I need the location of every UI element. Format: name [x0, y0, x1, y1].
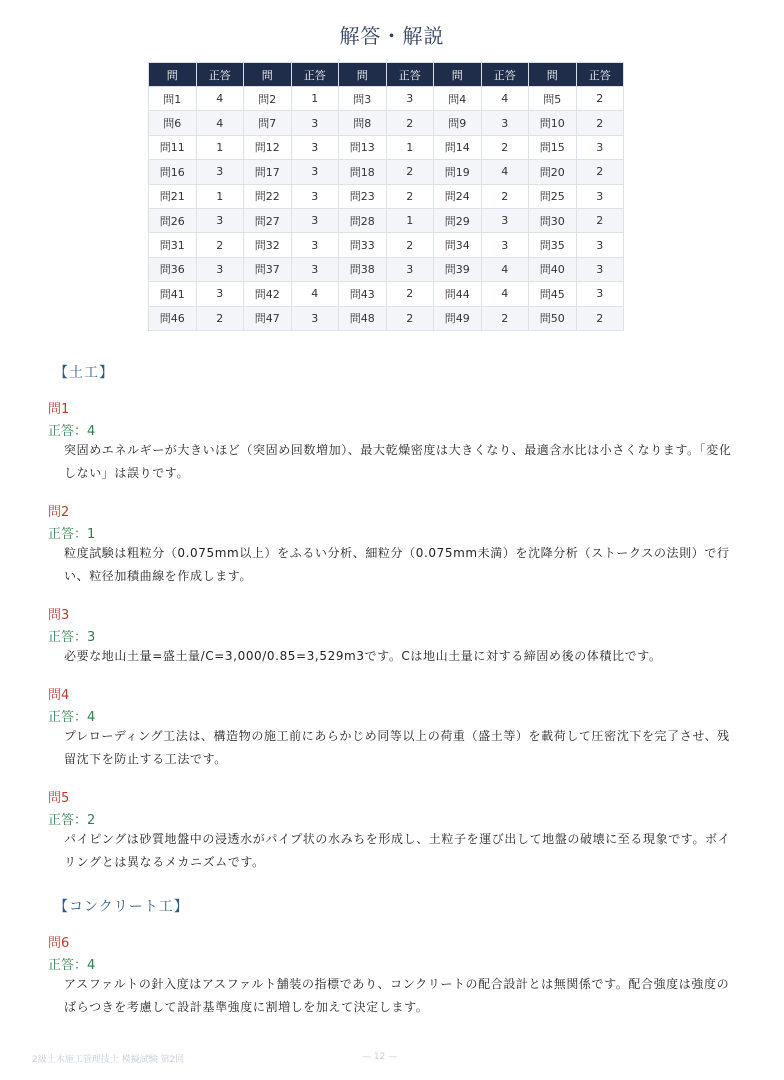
answer-cell: 2: [386, 111, 434, 135]
answer-table-row: [149, 135, 624, 159]
answer-cell: 2: [481, 306, 529, 330]
answer-cell: 3: [196, 257, 244, 281]
answer-cell: 3: [481, 233, 529, 257]
answer-cell: 2: [386, 184, 434, 208]
question-cell: 問17: [244, 160, 292, 184]
explanation-text: 必要な地山土量=盛土量/C=3,000/0.85=3,529m3です。Cは地山土量に対する締固め後の体積比です。: [64, 649, 662, 663]
question-cell: 問14: [434, 135, 482, 159]
page-number: — 12 —: [362, 1052, 398, 1062]
answer-cell: 2: [386, 160, 434, 184]
question-cell: 問13: [339, 135, 387, 159]
answer-cell: 1: [386, 135, 434, 159]
header-answer: 正答: [481, 63, 529, 87]
question-cell: 問28: [339, 208, 387, 232]
question-cell: 問7: [244, 111, 292, 135]
question-number: 問2: [48, 505, 70, 520]
answer-cell: 1: [291, 87, 339, 111]
question-cell: 問1: [149, 87, 197, 111]
answer-cell: 3: [196, 282, 244, 306]
answer-cell: 2: [386, 282, 434, 306]
answer-cell: 3: [576, 233, 624, 257]
answer-table-row: [149, 111, 624, 135]
section-heading-concrete: 【コンクリート工】: [54, 899, 189, 915]
question-cell: 問22: [244, 184, 292, 208]
answer-table-body: [149, 87, 624, 331]
question-cell: 問39: [434, 257, 482, 281]
correct-answer: 正答：4: [48, 958, 96, 973]
answer-cell: 4: [481, 87, 529, 111]
header-answer: 正答: [386, 63, 434, 87]
question-cell: 問27: [244, 208, 292, 232]
question-cell: 問6: [149, 111, 197, 135]
question-cell: 問46: [149, 306, 197, 330]
question-cell: 問36: [149, 257, 197, 281]
answer-table-row: [149, 257, 624, 281]
correct-answer: 正答：1: [48, 527, 96, 542]
question-cell: 問47: [244, 306, 292, 330]
answer-cell: 3: [481, 111, 529, 135]
question-number: 問6: [48, 936, 70, 951]
question-cell: 問37: [244, 257, 292, 281]
question-number: 問3: [48, 608, 70, 623]
question-cell: 問40: [529, 257, 577, 281]
explanation-text: プレローディング工法は、構造物の施工前にあらかじめ同等以上の荷重（盛土等）を載荷して圧密沈下を完了させ、残留沈下を防止する工法です。: [64, 729, 730, 766]
question-cell: 問35: [529, 233, 577, 257]
answer-cell: 4: [481, 282, 529, 306]
answer-cell: 3: [291, 160, 339, 184]
explanation-text: 突固めエネルギーが大きいほど（突固め回数増加）、最大乾燥密度は大きくなり、最適含水比は小さくなります。「変化しない」は誤りです。: [64, 443, 732, 480]
answer-cell: 4: [481, 257, 529, 281]
answer-cell: 3: [291, 208, 339, 232]
question-cell: 問20: [529, 160, 577, 184]
answer-cell: 4: [291, 282, 339, 306]
answer-cell: 1: [386, 208, 434, 232]
answer-table-header-row: [149, 63, 624, 87]
header-question: 問: [339, 63, 387, 87]
question-cell: 問31: [149, 233, 197, 257]
question-cell: 問44: [434, 282, 482, 306]
answer-table-row: [149, 184, 624, 208]
answer-cell: 4: [481, 160, 529, 184]
question-cell: 問49: [434, 306, 482, 330]
answer-cell: 2: [576, 208, 624, 232]
answer-cell: 2: [196, 306, 244, 330]
question-cell: 問16: [149, 160, 197, 184]
question-cell: 問30: [529, 208, 577, 232]
answer-cell: 2: [576, 306, 624, 330]
answer-table-row: [149, 306, 624, 330]
header-answer: 正答: [196, 63, 244, 87]
answer-cell: 3: [291, 111, 339, 135]
question-cell: 問26: [149, 208, 197, 232]
question-cell: 問45: [529, 282, 577, 306]
answer-cell: 3: [576, 257, 624, 281]
explanation-text: アスファルトの針入度はアスファルト舗装の指標であり、コンクリートの配合設計とは無関係です。配合強度は強度のばらつきを考慮して設計基準強度に割増しを加えて決定します。: [64, 977, 730, 1014]
footer-text: 2級土木施工管理技士 模擬試験 第2回: [32, 1055, 185, 1065]
question-cell: 問5: [529, 87, 577, 111]
answer-cell: 2: [196, 233, 244, 257]
question-cell: 問29: [434, 208, 482, 232]
answer-cell: 3: [386, 257, 434, 281]
question-cell: 問19: [434, 160, 482, 184]
answer-cell: 2: [386, 233, 434, 257]
answer-table-row: [149, 87, 624, 111]
answer-cell: 3: [291, 306, 339, 330]
question-cell: 問50: [529, 306, 577, 330]
answer-table-row: [149, 282, 624, 306]
answer-cell: 2: [386, 306, 434, 330]
answer-cell: 3: [291, 184, 339, 208]
header-answer: 正答: [291, 63, 339, 87]
section-heading-earthwork: 【土工】: [54, 365, 114, 381]
question-cell: 問48: [339, 306, 387, 330]
question-cell: 問2: [244, 87, 292, 111]
question-number: 問1: [48, 402, 70, 417]
answer-cell: 4: [196, 87, 244, 111]
question-cell: 問18: [339, 160, 387, 184]
question-cell: 問21: [149, 184, 197, 208]
answer-table-row: [149, 160, 624, 184]
page-title: 解答・解説: [339, 24, 445, 48]
question-cell: 問8: [339, 111, 387, 135]
answer-cell: 2: [481, 135, 529, 159]
explanation-text: 粒度試験は粗粒分（0.075mm以上）をふるい分析、細粒分（0.075mm未満）を沈降分析（ストークスの法則）で行い、粒径加積曲線を作成します。: [64, 546, 730, 583]
question-cell: 問42: [244, 282, 292, 306]
answer-cell: 3: [576, 135, 624, 159]
question-cell: 問25: [529, 184, 577, 208]
question-cell: 問43: [339, 282, 387, 306]
question-cell: 問24: [434, 184, 482, 208]
explanation-text: パイピングは砂質地盤中の浸透水がパイプ状の水みちを形成し、土粒子を運び出して地盤の破壊に至る現象です。ボイリングとは異なるメカニズムです。: [64, 832, 731, 869]
answer-cell: 4: [196, 111, 244, 135]
question-cell: 問15: [529, 135, 577, 159]
answer-table-row: [149, 233, 624, 257]
answer-cell: 1: [196, 184, 244, 208]
answer-cell: 1: [196, 135, 244, 159]
question-cell: 問9: [434, 111, 482, 135]
header-answer: 正答: [576, 63, 624, 87]
answer-cell: 3: [196, 160, 244, 184]
question-number: 問5: [48, 791, 70, 806]
header-question: 問: [434, 63, 482, 87]
answer-cell: 3: [386, 87, 434, 111]
answer-cell: 3: [576, 282, 624, 306]
answer-cell: 3: [196, 208, 244, 232]
question-number: 問4: [48, 688, 70, 703]
question-cell: 問23: [339, 184, 387, 208]
question-cell: 問10: [529, 111, 577, 135]
answer-cell: 2: [576, 87, 624, 111]
answer-cell: 2: [576, 111, 624, 135]
header-question: 問: [529, 63, 577, 87]
question-cell: 問34: [434, 233, 482, 257]
correct-answer: 正答：4: [48, 710, 96, 725]
header-question: 問: [244, 63, 292, 87]
answer-cell: 3: [481, 208, 529, 232]
question-cell: 問12: [244, 135, 292, 159]
question-cell: 問11: [149, 135, 197, 159]
answer-cell: 2: [576, 160, 624, 184]
question-cell: 問38: [339, 257, 387, 281]
question-cell: 問4: [434, 87, 482, 111]
question-cell: 問3: [339, 87, 387, 111]
correct-answer: 正答：2: [48, 813, 96, 828]
answer-cell: 3: [291, 233, 339, 257]
answer-cell: 3: [291, 257, 339, 281]
explanations: [48, 362, 738, 1019]
question-cell: 問32: [244, 233, 292, 257]
question-cell: 問33: [339, 233, 387, 257]
answer-table: [148, 62, 624, 331]
correct-answer: 正答：4: [48, 424, 96, 439]
header-question: 問: [149, 63, 197, 87]
answer-cell: 3: [576, 184, 624, 208]
answer-table-row: [149, 208, 624, 232]
question-cell: 問41: [149, 282, 197, 306]
answer-cell: 2: [481, 184, 529, 208]
correct-answer: 正答：3: [48, 630, 96, 645]
answer-cell: 3: [291, 135, 339, 159]
